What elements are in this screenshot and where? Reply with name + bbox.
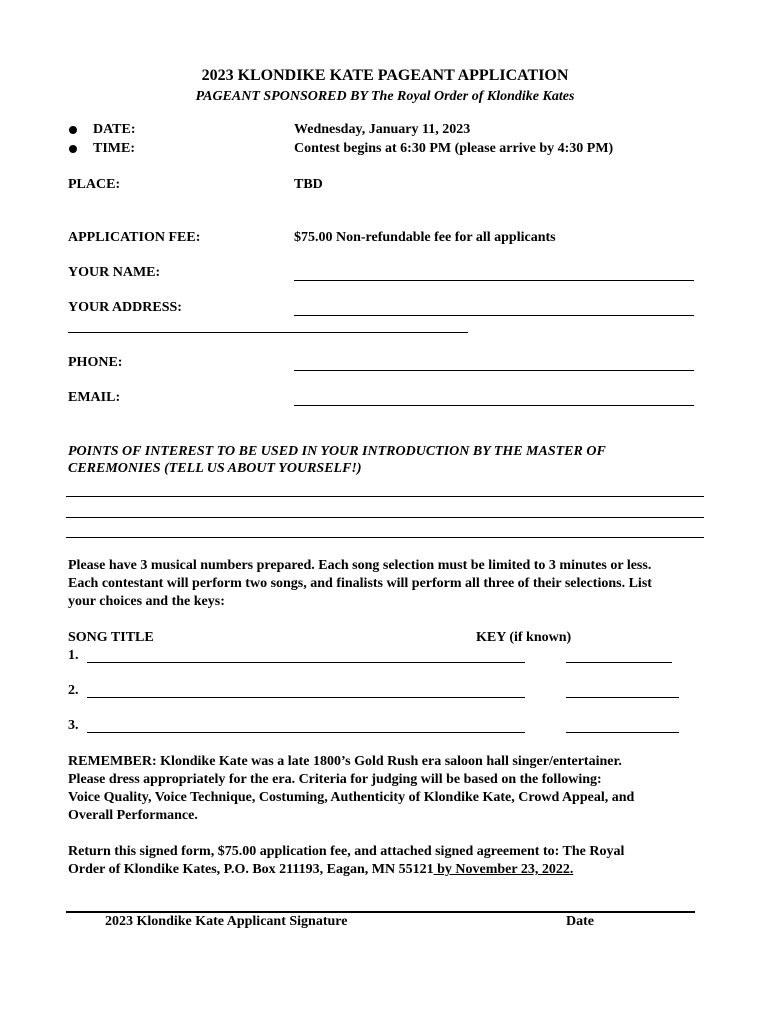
date-label: DATE: <box>93 122 136 137</box>
remember-line-1: REMEMBER: Klondike Kate was a late 1800’s Gold Rush era saloon hall singer/entertainer. <box>68 754 622 769</box>
song-title-field-2[interactable] <box>87 697 525 698</box>
song-number: 3. <box>68 718 79 733</box>
remember-line-2: Please dress appropriately for the era. Criteria for judging will be based on the following: <box>68 772 602 787</box>
song-title-field-3[interactable] <box>87 732 525 733</box>
interest-heading-line-2: CEREMONIES (TELL US ABOUT YOURSELF!) <box>68 461 362 476</box>
key-header: KEY (if known) <box>476 630 572 645</box>
place-value: TBD <box>294 177 323 192</box>
remember-line-3: Voice Quality, Voice Technique, Costuming, Authenticity of Klondike Kate, Crowd Appeal, and <box>68 790 635 805</box>
song-title-field-1[interactable] <box>87 662 525 663</box>
email-label: EMAIL: <box>68 390 121 405</box>
music-instructions-line-2: Each contestant will perform two songs, and finalists will perform all three of their selections. List <box>68 576 652 591</box>
bullet-icon <box>69 126 77 134</box>
music-instructions-line-3: your choices and the keys: <box>68 594 225 609</box>
return-line-1: Return this signed form, $75.00 application fee, and attached signed agreement to: The Royal <box>68 844 625 859</box>
name-field[interactable] <box>294 280 694 281</box>
signature-field[interactable] <box>66 911 695 913</box>
remember-line-4: Overall Performance. <box>68 808 198 823</box>
interest-field-line-1[interactable] <box>66 496 704 497</box>
signature-date-label: Date <box>566 914 594 929</box>
name-label: YOUR NAME: <box>68 265 161 280</box>
interest-field-line-2[interactable] <box>66 517 704 518</box>
place-label: PLACE: <box>68 177 121 192</box>
date-value: Wednesday, January 11, 2023 <box>294 122 471 137</box>
email-field[interactable] <box>294 405 694 406</box>
song-key-field-2[interactable] <box>566 697 679 698</box>
song-title-header: SONG TITLE <box>68 630 154 645</box>
music-instructions-line-1: Please have 3 musical numbers prepared. Each song selection must be limited to 3 minutes or less. <box>68 558 652 573</box>
address-field[interactable] <box>294 315 694 316</box>
song-number: 2. <box>68 683 79 698</box>
interest-heading-line-1: POINTS OF INTEREST TO BE USED IN YOUR INTRODUCTION BY THE MASTER OF <box>68 444 606 459</box>
time-label: TIME: <box>93 141 135 156</box>
return-address: Order of Klondike Kates, P.O. Box 211193, Eagan, MN 55121 <box>68 862 434 877</box>
address-field-line-2[interactable] <box>68 332 468 333</box>
song-key-field-1[interactable] <box>566 662 672 663</box>
interest-field-line-3[interactable] <box>66 537 704 538</box>
return-line-2 <box>68 861 573 879</box>
time-value: Contest begins at 6:30 PM (please arrive by 4:30 PM) <box>294 141 614 156</box>
form-subtitle: PAGEANT SPONSORED BY The Royal Order of Klondike Kates <box>195 89 575 104</box>
fee-label: APPLICATION FEE: <box>68 230 201 245</box>
bullet-icon <box>69 145 77 153</box>
phone-label: PHONE: <box>68 355 123 370</box>
song-key-field-3[interactable] <box>566 732 679 733</box>
phone-field[interactable] <box>294 370 694 371</box>
return-deadline: by November 23, 2022. <box>433 862 574 877</box>
fee-value: $75.00 Non-refundable fee for all applicants <box>294 230 556 245</box>
signature-label: 2023 Klondike Kate Applicant Signature <box>105 914 348 929</box>
song-number: 1. <box>68 648 79 663</box>
address-label: YOUR ADDRESS: <box>68 300 182 315</box>
form-title: 2023 KLONDIKE KATE PAGEANT APPLICATION <box>201 67 569 84</box>
